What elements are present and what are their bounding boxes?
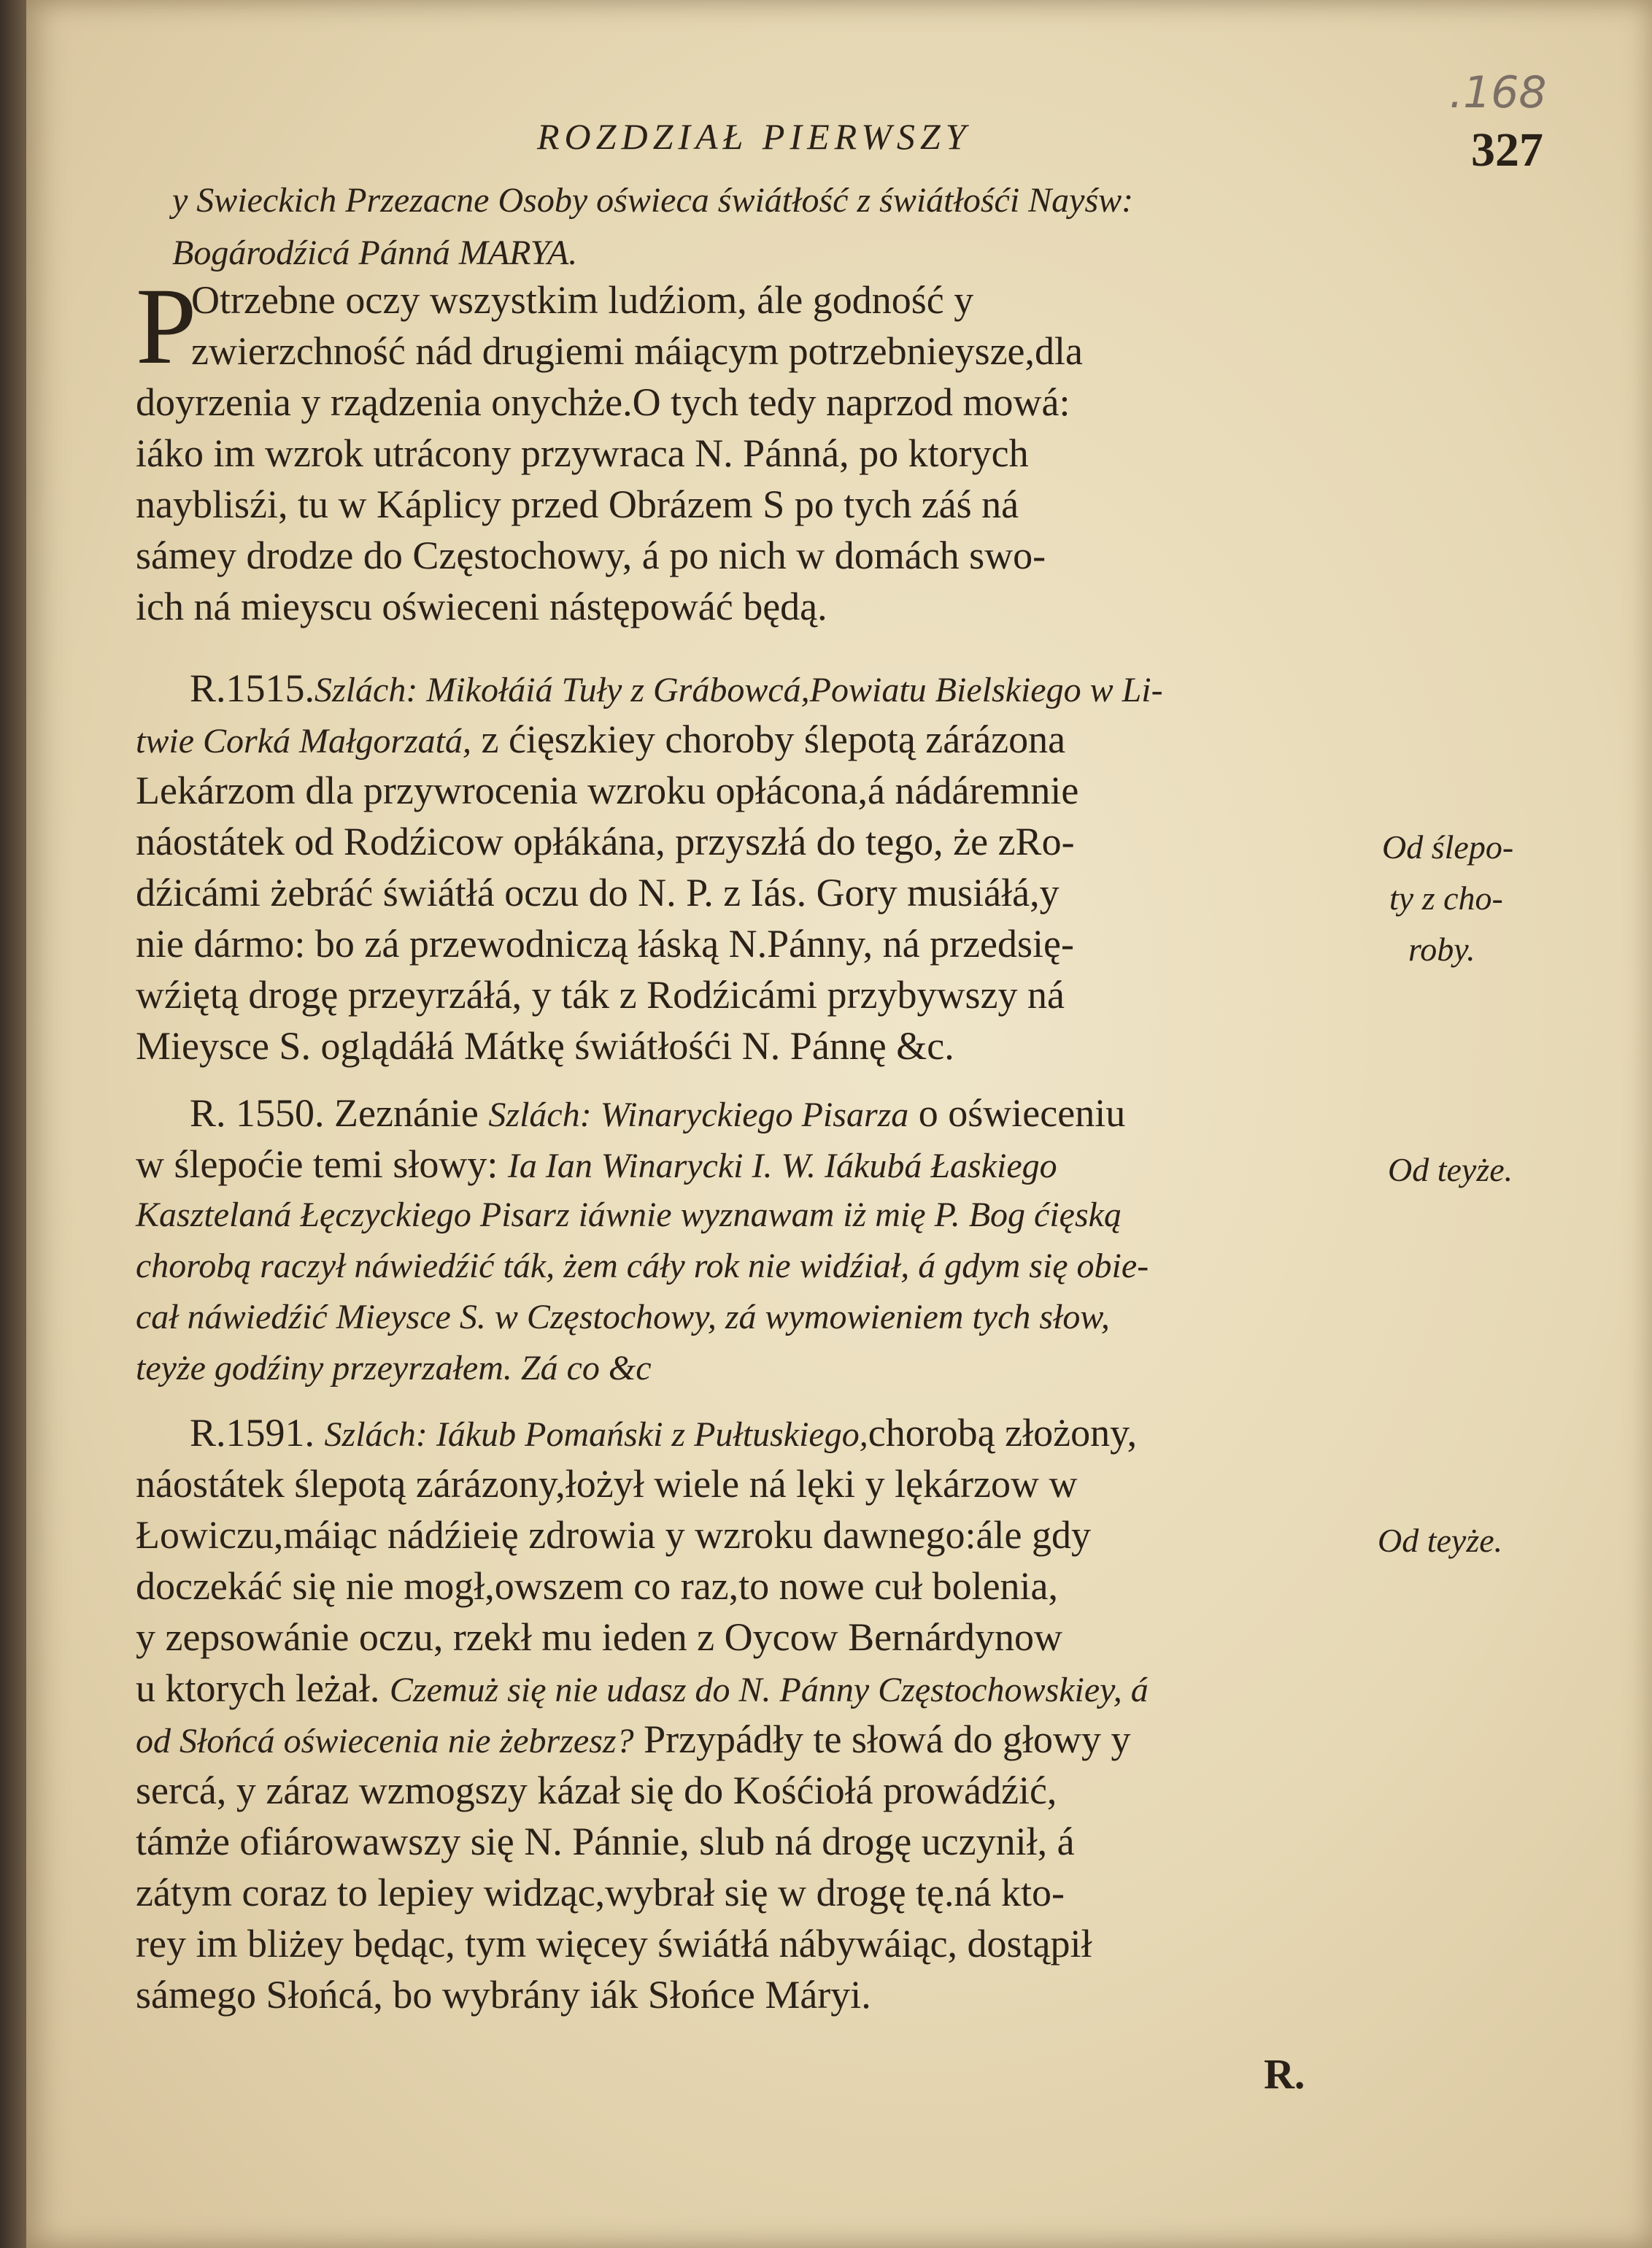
running-head: ROZDZIAŁ PIERWSZY [537,116,971,157]
roman-text: Przypádły te słowá do głowy y [633,1717,1131,1761]
margin-note: ty z cho- [1389,879,1503,917]
paragraph-1-line: Lekárzom dla przywrocenia wzroku opłácona,á nádáremnie [136,769,1079,812]
body-line: nayblisźi, tu w Káplicy przed Obrázem S po tych záś ná [136,482,1019,526]
margin-note: roby. [1408,931,1475,968]
paragraph-3-line [190,1407,1137,1460]
paragraph-3-line: zátym coraz to lepiey widząc,wybrał się w drogę tę.ná kto- [136,1871,1065,1914]
paragraph-3-line: sercá, y záraz wzmogszy kázał się do Kośćiołá prowádźić, [136,1768,1057,1812]
paragraph-3-line: náostátek ślepotą zárázony,łożył wiele ná lęki y lękárzow w [136,1462,1078,1506]
paragraph-2-line: chorobą raczył náwiedźić ták, żem cáły rok nie widźiał, á gdym się obie- [136,1247,1149,1285]
paragraph-1-line: dźicámi żebráć świátłá oczu do N. P. z Iás. Gory musiáłá,y [136,871,1059,915]
body-line: Otrzebne oczy wszystkim ludźiom, ále godność y [191,278,974,322]
paragraph-1-line: nie dármo: bo zá przewodniczą łáską N.Pánny, ná przedsię- [136,922,1074,966]
paragraph-3-line: rey im bliżey będąc, tym więcey świátłá nábywáiąc, dostąpił [136,1922,1092,1966]
paragraph-2-line [136,1139,1057,1192]
paragraph-3-line [136,1714,1130,1767]
roman-text: o oświeceniu [908,1091,1126,1135]
margin-note: Od teyże. [1388,1151,1513,1188]
italic-text: od Słońcá oświecenia nie żebrzesz? [136,1722,634,1760]
paragraph-3-line: sámego Słońcá, bo wybrány iák Słońce Máryi. [136,1973,871,2017]
italic-text: Ia Ian Winarycki I. W. Iákubá Łaskiego [507,1147,1057,1185]
paragraph-3-line: y zepsowánie oczu, rzekł mu ieden z Oycow Bernárdynow [136,1615,1063,1659]
pencil-annotation: .168 [1449,67,1547,118]
paragraph-2-line: teyże godźiny przeyrzałem. Zá co &c [136,1349,652,1387]
paragraph-1-line: wźiętą drogę przeyrzáłá, y ták z Rodźicámi przybywszy ná [136,973,1065,1017]
intro-line: Bogárodźicá Pánná MARYA. [172,234,578,272]
paragraph-2-line [190,1088,1125,1141]
italic-text: Czemuż się nie udasz do N. Pánny Częstochowskiey, á [389,1671,1149,1709]
body-line: zwierzchność nád drugiemi máiącym potrzebnieysze,dla [191,329,1083,373]
catchword: R. [1264,2050,1305,2098]
paragraph-3-line: támże ofiárowawszy się N. Pánnie, slub ná drogę uczynił, á [136,1820,1075,1863]
italic-text: Szlách: Iákub Pomański z Pułtuskiego, [324,1415,868,1454]
year-label: R.1591. [190,1411,325,1455]
paragraph-3-line [136,1663,1149,1716]
drop-cap: P [136,266,197,387]
roman-text: chorobą złożony, [868,1411,1138,1455]
intro-line: y Swieckich Przezacne Osoby oświeca świátłość z świátłośći Nayśw: [172,181,1134,220]
body-line: iáko im wzrok utrácony przywraca N. Pánná, po ktorych [136,431,1029,475]
italic-text: Szlách: Winaryckiego Pisarza [488,1096,909,1134]
book-page [26,0,1652,2248]
paragraph-2-line: cał náwiedźić Mieysce S. w Częstochowy, zá wymowieniem tych słow, [136,1298,1110,1336]
body-line: doyrzenia y rządzenia onychże.O tych tedy naprzod mowá: [136,380,1070,424]
body-line: sámey drodze do Częstochowy, á po nich w domách swo- [136,534,1046,577]
margin-note: Od teyże. [1378,1522,1503,1559]
body-line: ich ná mieyscu oświeceni nástępowáć będą. [136,585,827,628]
paragraph-3-line: Łowiczu,máiąc nádźieię zdrowia y wzroku dawnego:ále gdy [136,1513,1091,1557]
italic-text: Szlách: Mikołáiá Tuły z Grábowcá,Powiatu Bielskiego w Li- [314,671,1163,709]
paragraph-2-line: Kasztelaná Łęczyckiego Pisarz iáwnie wyznawam iż mię P. Bog ćięską [136,1196,1122,1234]
paragraph-1-line [136,714,1065,767]
roman-text: R. 1550. Zeznánie [190,1091,489,1135]
paragraph-3-line: doczekáć się nie mogł,owszem co raz,to nowe cuł bolenia, [136,1564,1059,1608]
roman-text: u ktorych leżał. [136,1666,390,1710]
paragraph-1-line: náostátek od Rodźicow opłákána, przyszłá do tego, że zRo- [136,820,1075,863]
roman-text: w ślepoćie temi słowy: [136,1142,508,1186]
italic-text: twie Corká Małgorzatá, [136,722,472,761]
year-label: R.1515. [190,666,315,710]
roman-text: z ćięszkiey choroby ślepotą zárázona [471,717,1066,761]
paragraph-1-line [190,663,1163,716]
page-number: 327 [1471,123,1543,177]
book-gutter [0,0,26,2248]
margin-note: Od ślepo- [1382,828,1514,866]
paragraph-1-line: Mieysce S. oglądáłá Mátkę świátłośći N. Pánnę &c. [136,1024,954,1068]
